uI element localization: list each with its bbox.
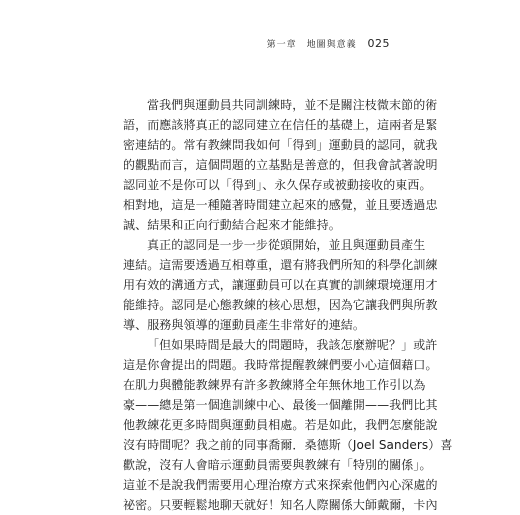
text-line: 真正的認同是一步一步從頭開始，並且與運動員產生 — [147, 238, 426, 252]
text-line: 沒有時間呢？我之前的同事喬爾．桑德斯（Joel Sanders）喜 — [123, 438, 453, 452]
text-line: 豪——總是第一個進訓練中心、最後一個離開——我們比其 — [123, 398, 438, 412]
text-line: 當我們與運動員共同訓練時，並不是關注枝微末節的術 — [147, 98, 438, 112]
text-line: 相對地，這是一種隨著時間建立起來的感覺，並且要透過忠 — [123, 198, 438, 212]
text-line: 的觀點而言，這個問題的立基點是善意的，但我會試著說明 — [123, 158, 438, 172]
text-line: 在肌力與體能教練界有許多教練將全年無休地工作引以為 — [123, 378, 426, 392]
text-line: 認同並不是你可以「得到」、永久保存或被動接收的東西。 — [123, 178, 432, 192]
chapter-title: 第一章 地圖與意義 — [266, 40, 357, 50]
text-line: 「但如果時間是最大的問題時，我該怎麼辦呢？」或許 — [147, 338, 438, 352]
body-text — [123, 95, 453, 515]
paragraph — [123, 235, 438, 335]
running-head — [267, 37, 390, 50]
page-number: 025 — [367, 37, 390, 50]
paragraph — [123, 335, 453, 515]
text-line: 歡說，沒有人會暗示運動員需要與教練有「特別的關係」。 — [123, 458, 432, 472]
paragraph — [123, 95, 438, 235]
text-line: 能維持。認同是心態教練的核心思想，因為它讓我們與所教 — [123, 298, 438, 312]
text-line: 這是你會提出的問題。我時常提醒教練們要小心這個藉口。 — [123, 358, 438, 372]
text-line: 密連結的。常有教練問我如何「得到」運動員的認同，就我 — [123, 138, 438, 152]
text-line: 用有效的溝通方式，讓運動員可以在真實的訓練環境運用才 — [123, 278, 438, 292]
text-line: 他教練花更多時間與運動員相處。若是如此，我們怎麼能說 — [123, 418, 438, 432]
text-line: 祕密。只要輕鬆地聊天就好！知名人際關係大師戴爾，卡內 — [123, 498, 438, 512]
text-line: 這並不是說我們需要用心理治療方式來探索他們內心深處的 — [123, 478, 438, 492]
text-line: 誠、結果和正向行動結合起來才能維持。 — [123, 218, 341, 232]
text-line: 語，而應該將真正的認同建立在信任的基礎上，這兩者是緊 — [123, 118, 438, 132]
text-line: 連結。這需要透過互相尊重，還有將我們所知的科學化訓練 — [123, 258, 438, 272]
text-line: 導、服務與領導的運動員產生非常好的連結。 — [123, 318, 366, 332]
